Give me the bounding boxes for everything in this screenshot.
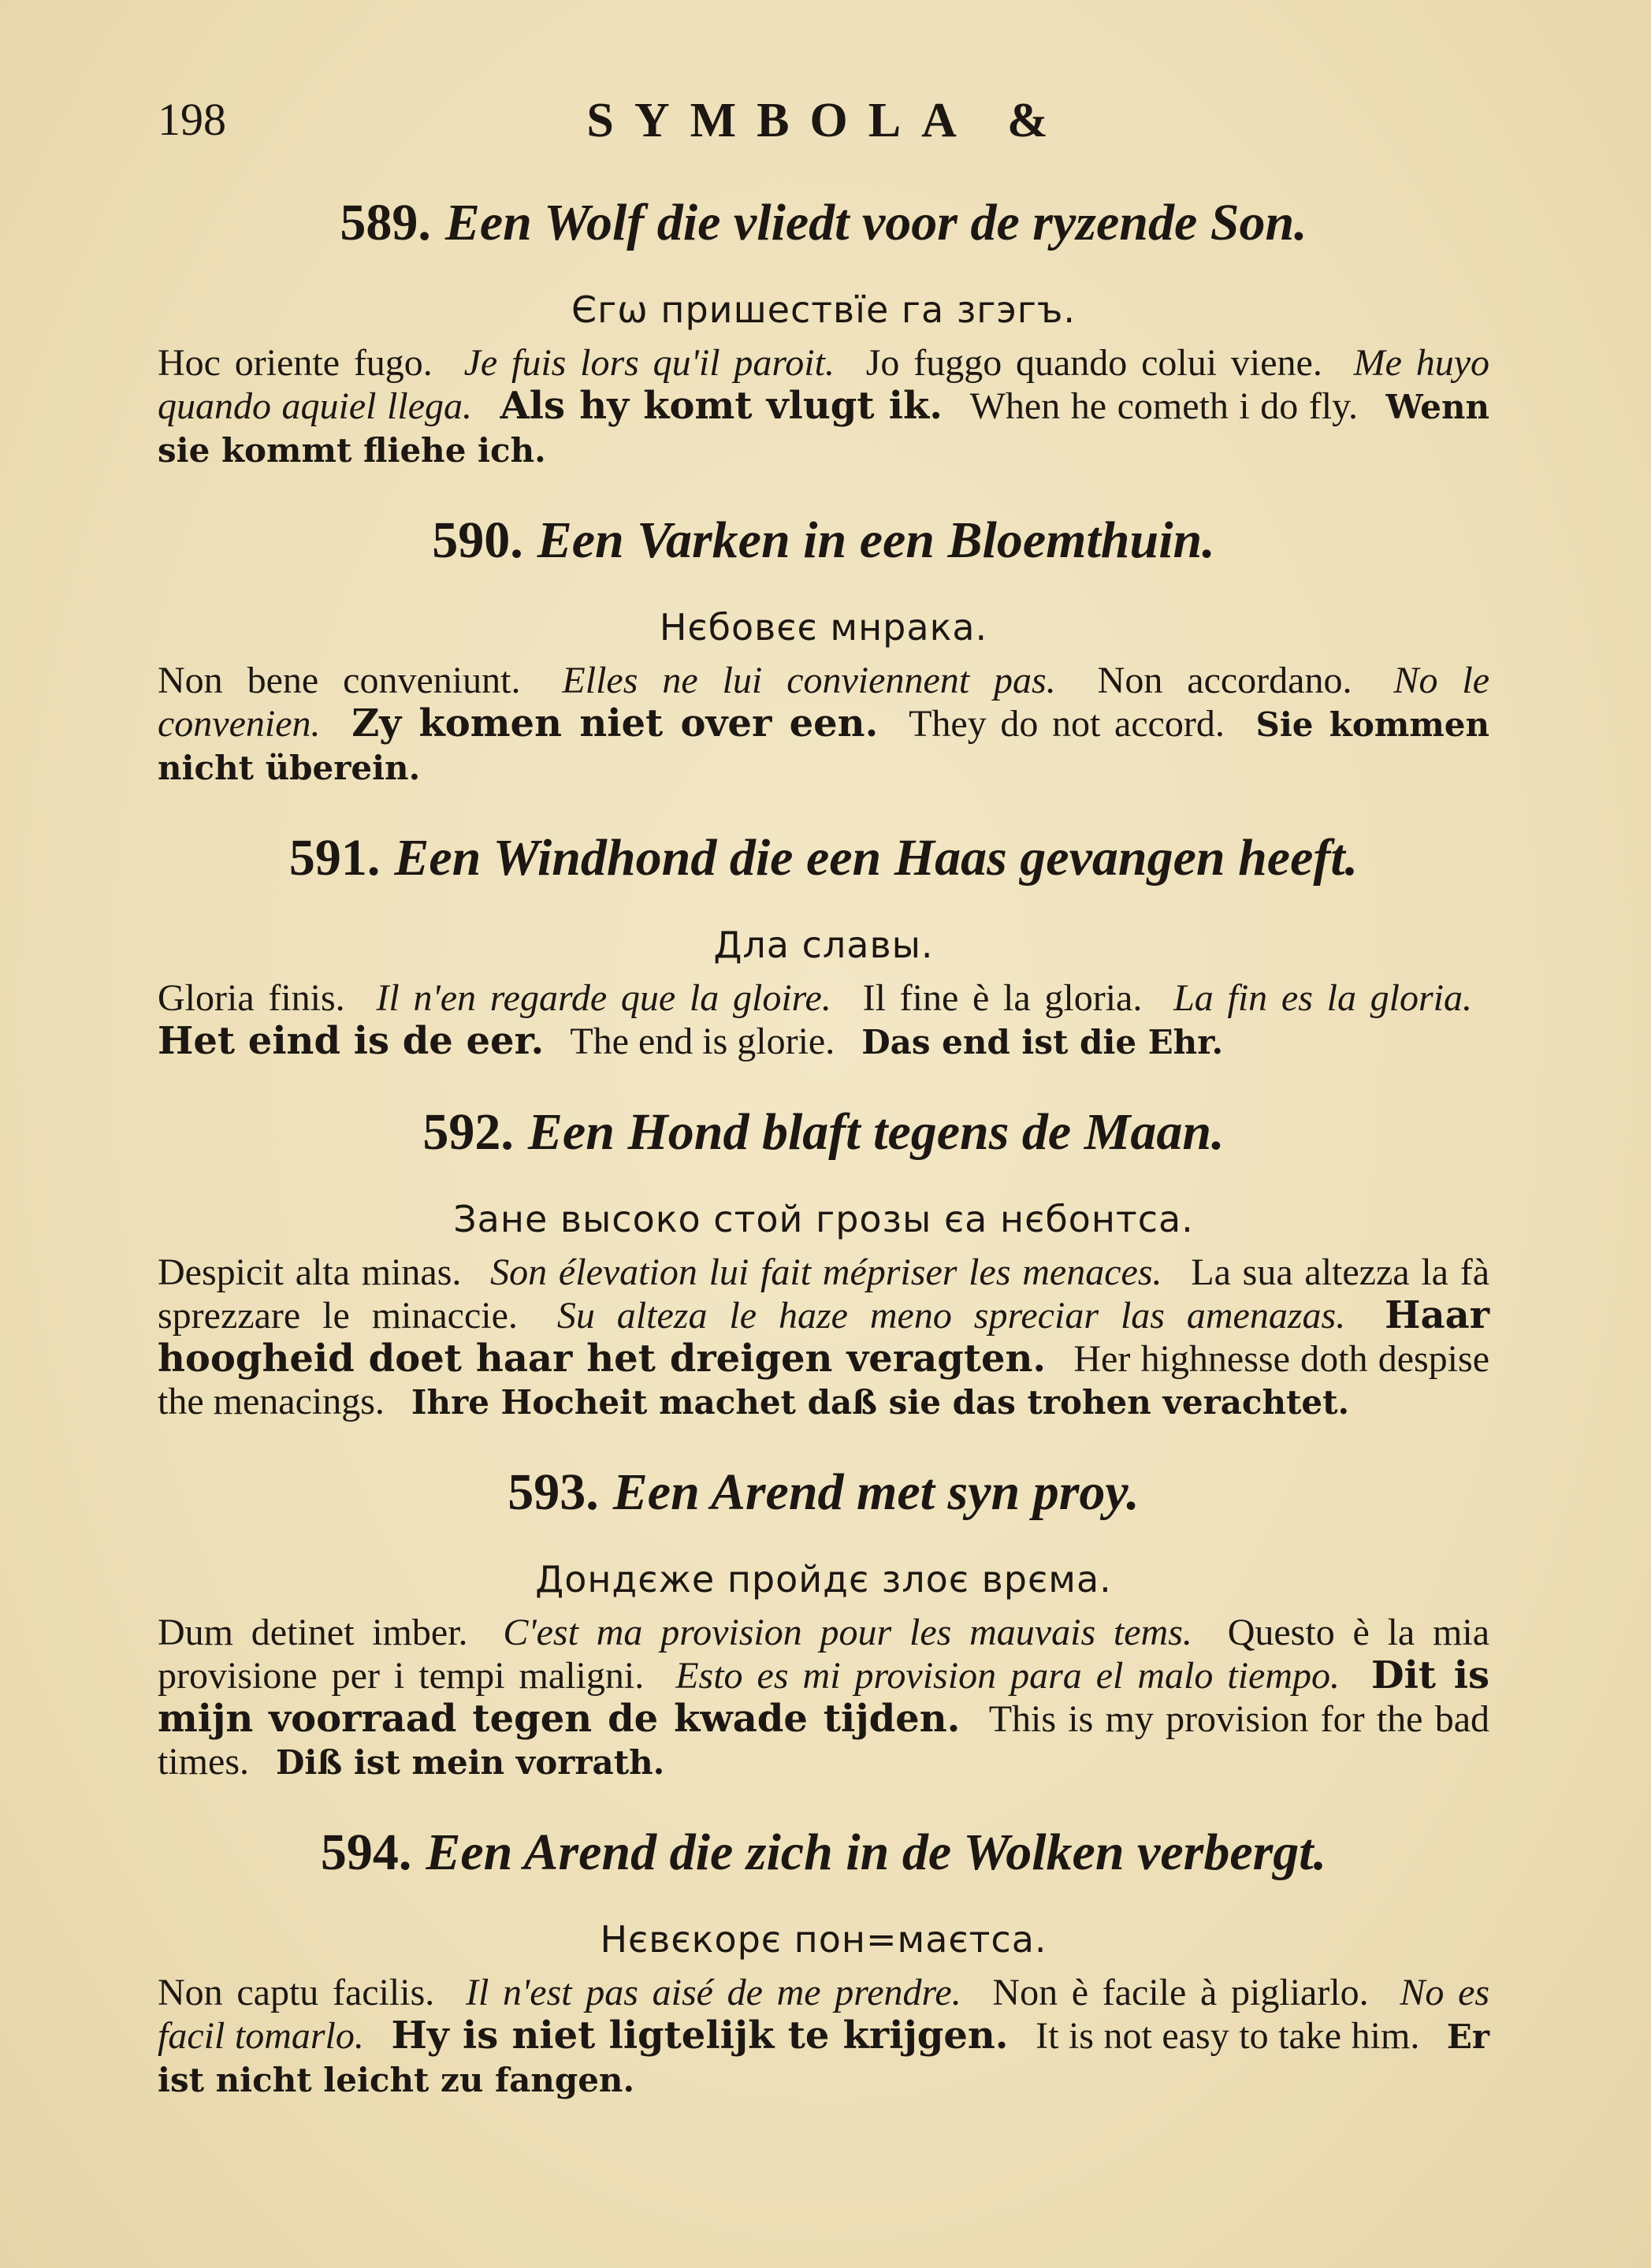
latin-text: Dum detinet imber. — [158, 1612, 468, 1653]
entry-589 — [158, 189, 1489, 472]
german-text: Sie kommen nicht überein. — [158, 705, 1490, 787]
english-text: It is not easy to take him. — [1036, 2015, 1420, 2057]
entry-heading — [158, 1819, 1489, 1887]
slavonic-motto: Дондєже пройдє злоє врєма. — [535, 1558, 1112, 1601]
entry-translations — [158, 977, 1489, 1064]
dutch-text: Hy is niet ligtelijk te krijgen. — [391, 2013, 1009, 2058]
spanish-text: No es facil tomarlo. — [158, 1972, 1490, 2057]
entry-translations — [158, 1612, 1489, 1784]
entry-heading — [158, 1099, 1489, 1166]
entry-592 — [158, 1099, 1489, 1424]
italian-text: La sua altezza la fà sprezzare le minaccie. — [158, 1251, 1490, 1337]
french-text: Son élevation lui fait mépriser les menaces. — [490, 1251, 1162, 1293]
german-text: Diß ist mein vorrath. — [276, 1743, 665, 1782]
running-title: SYMBOLA & — [586, 94, 1069, 147]
entry-number: 590. — [432, 511, 523, 569]
entry-number: 594. — [320, 1824, 412, 1881]
dutch-text: Het eind is de eer. — [158, 1019, 545, 1063]
page-content — [158, 189, 1489, 2136]
german-text: Ihre Hocheit machet daß sie das trohen verachtet. — [411, 1383, 1350, 1422]
entry-heading — [158, 824, 1489, 892]
english-text: They do not accord. — [909, 703, 1225, 745]
entry-593 — [158, 1459, 1489, 1784]
entry-594 — [158, 1819, 1489, 2102]
entry-590 — [158, 507, 1489, 790]
spanish-text: La fin es la gloria. — [1173, 977, 1473, 1019]
latin-text: Gloria finis. — [158, 977, 345, 1019]
english-text: The end is glorie. — [570, 1021, 835, 1062]
entry-number: 591. — [288, 829, 381, 887]
entry-number: 593. — [508, 1463, 599, 1521]
french-text: Elles ne lui conviennent pas. — [562, 660, 1056, 701]
german-text: Wenn sie kommt fliehe ich. — [158, 388, 1490, 470]
italian-text: Jo fuggo quando colui viene. — [865, 342, 1322, 384]
french-text: Je fuis lors qu'il paroit. — [463, 342, 835, 384]
french-text: Il n'est pas aisé de me prendre. — [465, 1972, 961, 2013]
spanish-text: No le convenien. — [158, 660, 1490, 745]
italian-text: Non è facile à pigliarlo. — [992, 1972, 1369, 2013]
slavonic-motto: Дла славы. — [713, 924, 934, 966]
entry-title: Een Arend die zich in de Wolken verbergt. — [426, 1824, 1327, 1881]
dutch-text: Haar hoogheid doet haar het dreigen veragten. — [158, 1293, 1489, 1381]
french-text: Il n'en regarde que la gloire. — [376, 977, 831, 1019]
entry-title: Een Varken in een Bloemthuin. — [537, 511, 1215, 569]
english-text: Her highnesse doth despise the menacings. — [158, 1338, 1490, 1422]
entry-heading — [158, 507, 1489, 574]
german-text: Das end ist die Ehr. — [861, 1023, 1224, 1061]
italian-text: Questo è la mia provisione per i tempi maligni. — [158, 1612, 1489, 1697]
latin-text: Non captu facilis. — [158, 1972, 435, 2013]
spanish-text: Me huyo quando aquiel llega. — [158, 342, 1490, 427]
slavonic-motto: Нєвєкорє пон=маєтса. — [600, 1918, 1047, 1961]
latin-text: Non bene conveniunt. — [158, 660, 521, 701]
dutch-text: Dit is mijn voorraad tegen de kwade tijden. — [158, 1653, 1490, 1741]
latin-text: Hoc oriente fugo. — [158, 342, 433, 384]
entry-heading — [158, 1459, 1489, 1526]
page-header — [158, 93, 1497, 156]
entry-title: Een Arend met syn proy. — [612, 1463, 1140, 1521]
dutch-text: Zy komen niet over een. — [351, 701, 879, 745]
entry-title: Een Windhond die een Haas gevangen heeft. — [394, 829, 1359, 887]
entry-591 — [158, 824, 1489, 1064]
english-text: When he cometh i do fly. — [969, 385, 1358, 427]
slavonic-motto: Єгѡ пришествїе га згэгъ. — [571, 288, 1076, 331]
entry-translations — [158, 1251, 1489, 1424]
german-text: Er ist nicht leicht zu fangen. — [158, 2017, 1490, 2099]
entry-heading — [158, 189, 1489, 257]
entry-title: Een Wolf die vliedt voor de ryzende Son. — [444, 194, 1307, 251]
entry-translations — [158, 1972, 1489, 2102]
french-text: C'est ma provision pour les mauvais tems. — [503, 1612, 1192, 1653]
italian-text: Il fine è la gloria. — [862, 977, 1143, 1019]
slavonic-motto: Зане высоко стой грозы єа нєбонтса. — [453, 1198, 1194, 1240]
spanish-text: Esto es mi provision para el malo tiempo. — [675, 1655, 1341, 1697]
dutch-text: Als hy komt vlugt ik. — [500, 384, 943, 428]
entry-translations — [158, 342, 1489, 472]
english-text: This is my provision for the bad times. — [158, 1698, 1490, 1783]
entry-number: 592. — [422, 1103, 514, 1161]
italian-text: Non accordano. — [1097, 660, 1352, 701]
entry-translations — [158, 660, 1489, 790]
spanish-text: Su alteza le haze meno spreciar las amenazas. — [556, 1295, 1346, 1337]
page-number: 198 — [158, 94, 226, 145]
entry-number: 589. — [340, 194, 431, 251]
slavonic-motto: Нєбовєє мнрака. — [659, 606, 988, 649]
entry-title: Een Hond blaft tegens de Maan. — [527, 1103, 1225, 1161]
latin-text: Despicit alta minas. — [158, 1251, 462, 1293]
